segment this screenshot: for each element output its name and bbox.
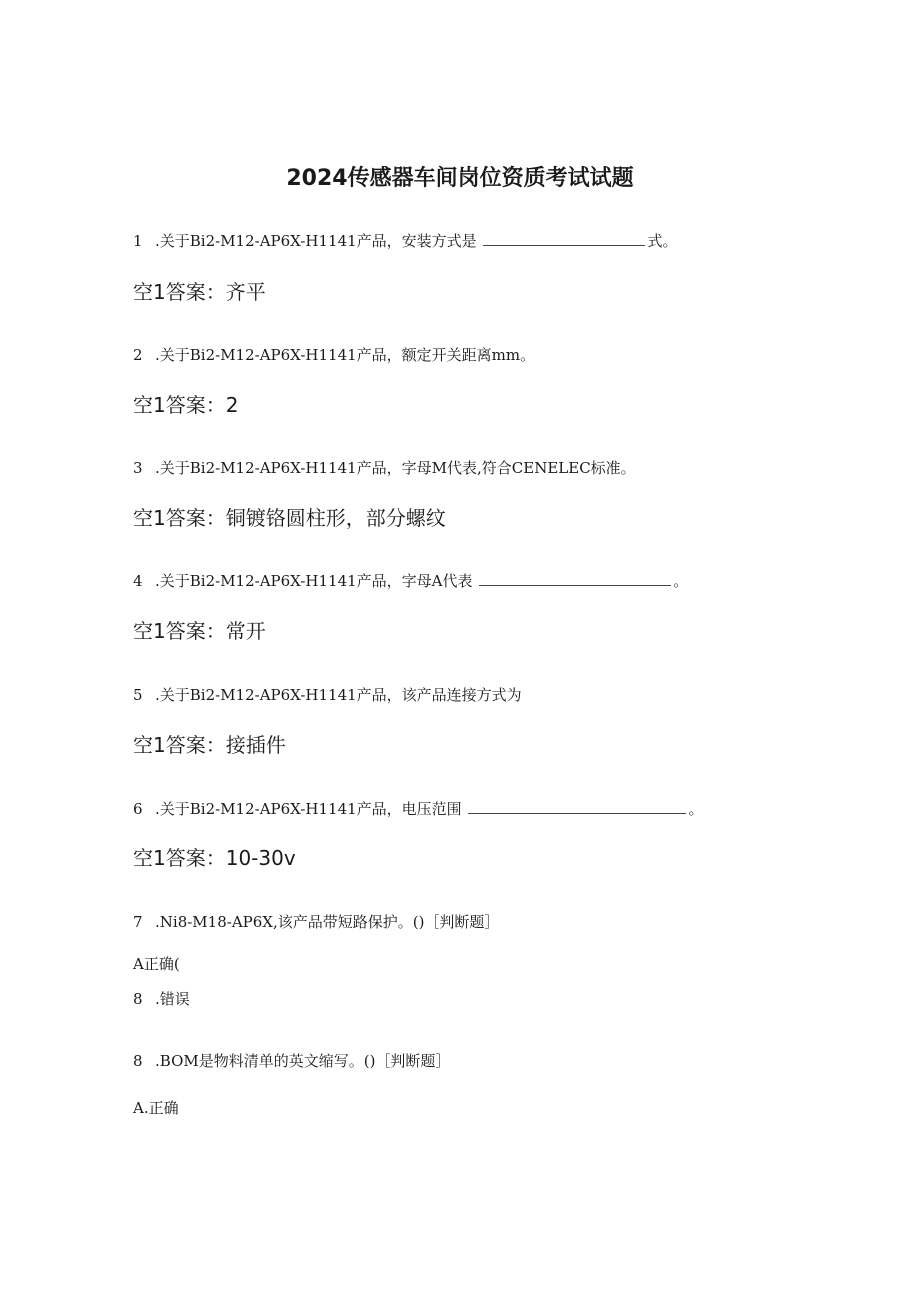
- question-7: [133, 911, 833, 933]
- question-2: [133, 344, 833, 366]
- question-number: 5: [133, 686, 143, 704]
- question-text: .关于Bi2-M12-AP6X-H1141产品，电压范围: [155, 800, 462, 818]
- question-text: .关于Bi2-M12-AP6X-H1141产品，字母A代表: [155, 572, 473, 590]
- question-number: 1: [133, 232, 143, 250]
- answer-4: 空1答案：常开: [133, 619, 266, 643]
- answer-blank: [468, 799, 686, 814]
- option-a: A正确(: [133, 955, 180, 973]
- option-text: .错误: [155, 990, 190, 1008]
- question-8: [133, 1050, 833, 1072]
- question-4: [133, 570, 833, 592]
- answer-6: 空1答案：10-30v: [133, 846, 296, 870]
- question-number: 2: [133, 346, 143, 364]
- answer-blank: [479, 571, 671, 586]
- answer-blank: [483, 231, 645, 246]
- page-title: 2024传感器车间岗位资质考试试题: [286, 166, 634, 191]
- question-number: 7: [133, 913, 143, 931]
- question-number: 6: [133, 800, 143, 818]
- option-a: A.正确: [133, 1099, 179, 1117]
- question-text: .关于Bi2-M12-AP6X-H1141产品，额定开关距离mm。: [155, 346, 536, 364]
- question-text: .Ni8-M18-AP6X,该产品带短路保护。()［判断题］: [155, 913, 500, 931]
- question-5: [133, 684, 833, 706]
- question-number: 3: [133, 459, 143, 477]
- option-b: [133, 988, 190, 1010]
- question-6: [133, 798, 833, 820]
- answer-3: 空1答案：铜镀铬圆柱形，部分螺纹: [133, 506, 446, 530]
- answer-5: 空1答案：接插件: [133, 733, 286, 757]
- option-number: 8: [133, 990, 143, 1008]
- question-text: .关于Bi2-M12-AP6X-H1141产品，安装方式是: [155, 232, 477, 250]
- question-number: 4: [133, 572, 143, 590]
- question-suffix: 式。: [647, 232, 678, 250]
- question-1: [133, 230, 833, 252]
- question-text: .关于Bi2-M12-AP6X-H1141产品，字母M代表,符合CENELEC标准。: [155, 459, 636, 477]
- question-suffix: 。: [673, 572, 689, 590]
- question-suffix: 。: [688, 800, 704, 818]
- answer-2: 空1答案：2: [133, 393, 239, 417]
- answer-1: 空1答案：齐平: [133, 280, 266, 304]
- question-3: [133, 457, 833, 479]
- question-text: .关于Bi2-M12-AP6X-H1141产品，该产品连接方式为: [155, 686, 522, 704]
- question-text: .BOM是物料清单的英文缩写。()［判断题］: [155, 1052, 451, 1070]
- question-number: 8: [133, 1052, 143, 1070]
